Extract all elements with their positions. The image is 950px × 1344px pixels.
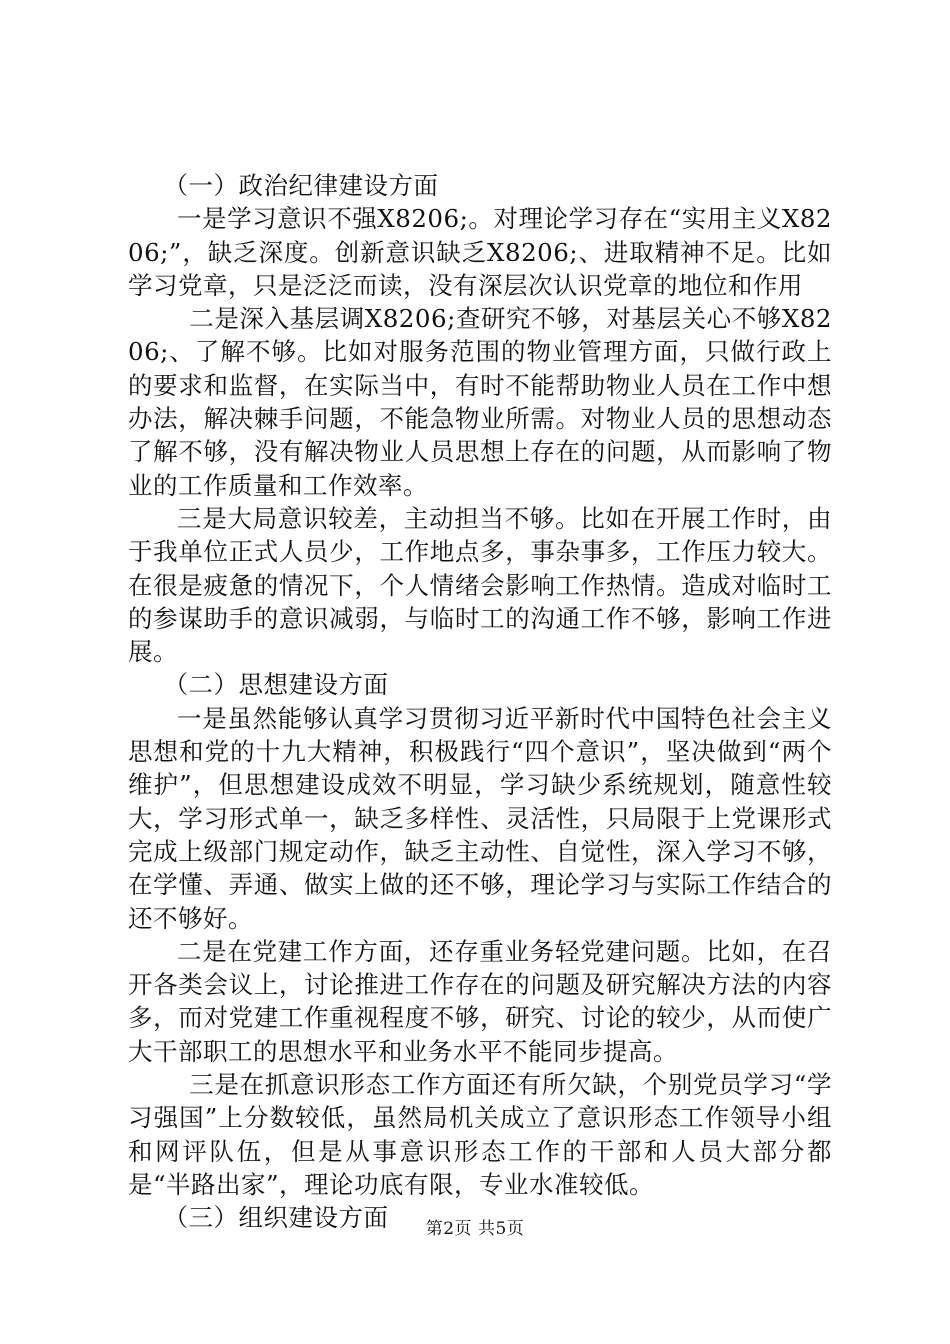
section-heading-organizational-building: （三）组织建设方面 (163, 1203, 389, 1233)
paragraph-party-building-work: 二是在党建工作方面，还存重业务轻党建问题。比如，在召开各类会议上，讨论推进工作存在的问题及研究解决方法的内容多，而对党建工作重视程度不够，研究、讨论的较少，从而使广大干部职工的思想水平和业务水平不能同步提高。 (128, 936, 832, 1066)
section-heading-ideological-building: （二）思想建设方面 (163, 670, 389, 700)
document-body (128, 169, 832, 1235)
paragraph-ideology-work: 三是在抓意识形态工作方面还有所欠缺，个别党员学习“学习强国”上分数较低，虽然局机关成立了意识形态工作领导小组和网评队伍，但是从事意识形态工作的干部和人员大部分都是“半路出家”，理论功底有限，专业水准较低。 (128, 1070, 832, 1199)
paragraph-overall-awareness: 三是大局意识较差，主动担当不够。比如在开展工作时，由于我单位正式人员少，工作地点多，事杂事多，工作压力较大。在很是疲惫的情况下，个人情绪会影响工作热情。造成对临时工的参谋助手的意识减弱，与临时工的沟通工作不够，影响工作进展。 (128, 503, 832, 667)
paragraph-grassroots-research: 二是深入基层调X8206;查研究不够，对基层关心不够X8206;、了解不够。比如对服务范围的物业管理方面，只做行政上的要求和监督，在实际当中，有时不能帮助物业人员在工作中想办法，解决棘手问题，不能急物业所需。对物业人员的思想动态了解不够，没有解决物业人员思想上存在的问题，从而影响了物业的工作质量和工作效率。 (128, 304, 832, 500)
paragraph-learning-awareness: 一是学习意识不强X8206;。对理论学习存在“实用主义X8206;”，缺乏深度。创新意识缺乏X8206;、进取精神不足。比如学习党章，只是泛泛而读，没有深层次认识党章的地位和作用 (128, 204, 832, 300)
page-number-footer: 第2页 共5页 (425, 1219, 525, 1239)
section-heading-political-discipline: （一）政治纪律建设方面 (163, 171, 439, 200)
paragraph-ideological-study: 一是虽然能够认真学习贯彻习近平新时代中国特色社会主义思想和党的十九大精神，积极践行“四个意识”，坚决做到“两个维护”，但思想建设成效不明显，学习缺少系统规划，随意性较大，学习形式单一，缺乏多样性、灵活性，只局限于上党课形式完成上级部门规定动作，缺乏主动性、自觉性，深入学习不够，在学懂、弄通、做实上做的还不够，理论学习与实际工作结合的还不够好。 (128, 703, 832, 933)
